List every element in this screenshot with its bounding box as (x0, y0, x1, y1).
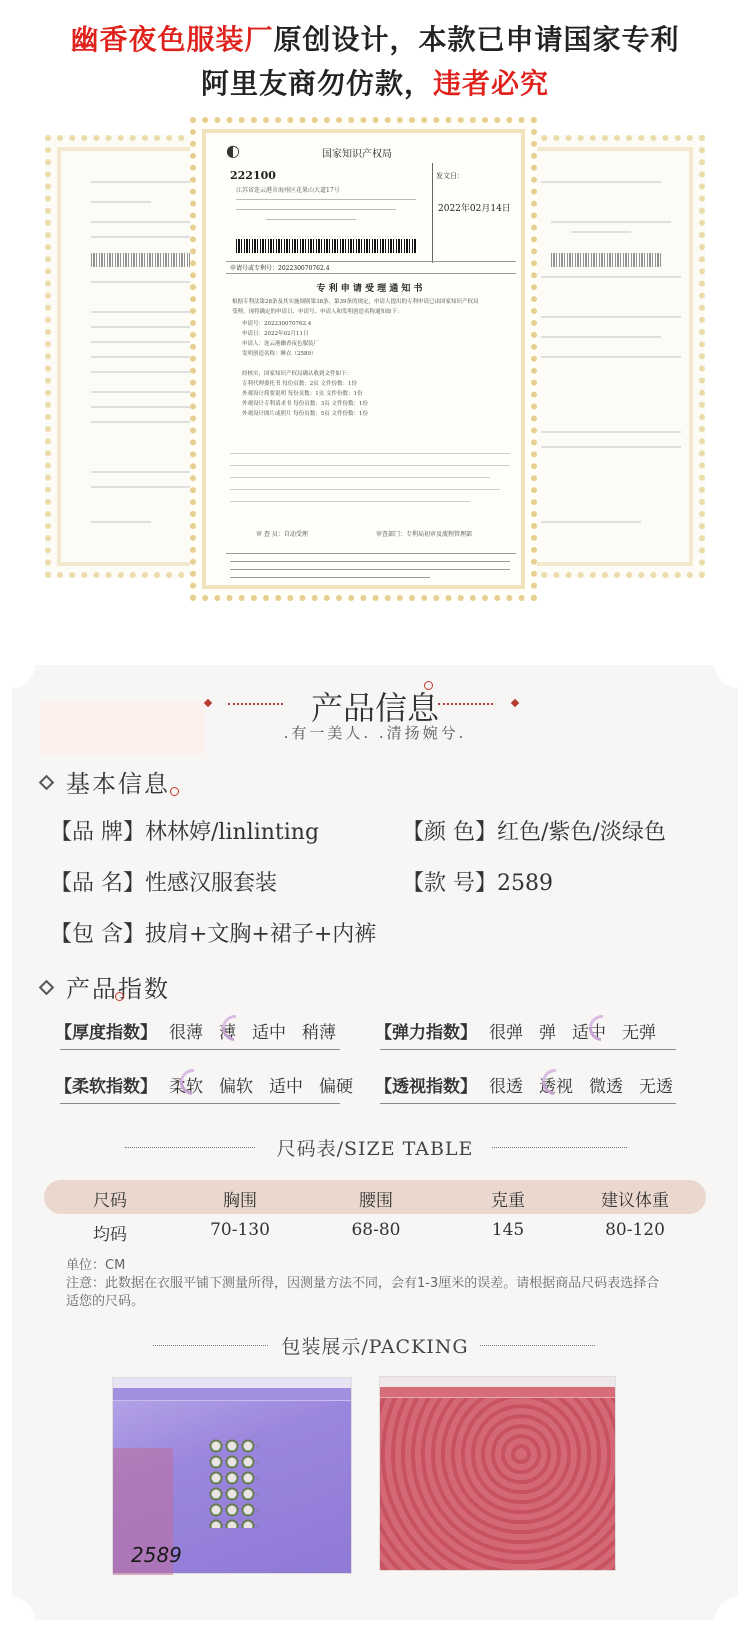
certificate-body-10: 外观设计图片或照片 每份页数：5页 文件份数：1份 (242, 411, 368, 417)
softness-option: 偏硬 (319, 1077, 353, 1097)
thickness-label: 【厚度指数】 (55, 1023, 157, 1043)
certificate-department: 审查部门：专利局初审及流程管理部 (376, 531, 473, 538)
notice-line-2 (0, 62, 750, 102)
size-table-cell: 68-80 (351, 1220, 401, 1240)
certificate-body-0: 根据专利法第28条及其实施细则第38条、第39条的规定，申请人提出的专利申请已由国家知识产权局 (232, 299, 479, 305)
bag-label: 2589 (131, 1543, 182, 1567)
elasticity-option: 适中 (572, 1023, 606, 1043)
warning-text: 违者必究 (433, 67, 550, 100)
brand-name: 幽香夜色服装厂 (70, 23, 274, 56)
style-row (402, 866, 553, 897)
name-label: 【品 名】 (50, 871, 145, 896)
style-label: 【款 号】 (402, 871, 497, 896)
brand-label: 【品 牌】 (50, 820, 145, 845)
elasticity-option: 无弹 (622, 1023, 656, 1043)
size-table-title: 尺码表/SIZE TABLE (276, 1138, 474, 1160)
certificate-date-label: 发文日： (436, 172, 464, 180)
softness-option: 偏软 (219, 1077, 253, 1097)
softness-index (55, 1072, 369, 1097)
basic-info-heading: 基本信息 (66, 770, 170, 798)
name-row (50, 866, 277, 897)
purple-package-image (112, 1377, 352, 1574)
transparency-option: 很透 (489, 1077, 523, 1097)
size-table-cell: 70-130 (210, 1220, 270, 1240)
size-table-cell: 145 (491, 1220, 525, 1240)
thickness-option: 薄 (219, 1023, 236, 1043)
certificate-authority: 国家知识产权局 (322, 149, 392, 160)
size-header-cell: 胸围 (223, 1191, 257, 1211)
brand-value: 林林婷/linlinting (145, 820, 320, 845)
style-value: 2589 (497, 871, 553, 896)
transparency-label: 【透视指数】 (375, 1077, 477, 1097)
flower-pattern (208, 1438, 258, 1528)
certificate-postal: 222100 (230, 169, 276, 182)
softness-option: 适中 (269, 1077, 303, 1097)
size-note: 注意：此数据在衣服平铺下测量所得，因测量方法不同，会有1-3厘米的误差。请根据商品尺码表选择合适您的尺码。 (66, 1276, 660, 1309)
size-table-cell: 80-120 (605, 1220, 665, 1240)
certificate-body-6: 经核实，国家知识产权局确认收到文件如下： (242, 371, 353, 377)
size-header-cell: 建议体重 (601, 1191, 669, 1211)
certificate-body-2: 申请号：202230070762.4 (242, 321, 312, 327)
product-info-subtitle: .有一美人. .清扬婉兮. (283, 724, 467, 742)
notice-line-2-text: 阿里友商勿仿款， (200, 67, 433, 100)
certificate-body-8: 外观设计简要说明 每份页数：1页 文件份数：1份 (242, 391, 363, 397)
product-info-title: 产品信息 (310, 689, 439, 727)
elasticity-option: 弹 (539, 1023, 556, 1043)
size-unit: 单位：CM (66, 1258, 126, 1273)
size-header-cell: 克重 (491, 1191, 525, 1211)
notice-line-1 (0, 18, 750, 58)
patent-logo-icon: ◐ (226, 141, 240, 160)
softness-option: 柔软 (169, 1077, 203, 1097)
include-value: 披肩+文胸+裙子+内裤 (145, 922, 377, 947)
include-label: 【包 含】 (50, 922, 145, 947)
size-header-cell: 尺码 (93, 1191, 127, 1211)
certificate-body-9: 外观设计专利请求书 每份页数：3页 文件份数：1份 (242, 401, 368, 407)
thickness-option: 适中 (252, 1023, 286, 1043)
certificate-date: 2022年02月14日 (438, 204, 511, 214)
transparency-option: 无透 (639, 1077, 673, 1097)
elasticity-index (375, 1018, 672, 1043)
thickness-index (55, 1018, 352, 1043)
transparency-option: 透视 (539, 1077, 573, 1097)
certificate-body-3: 申请日：2022年02月11日 (242, 331, 309, 337)
notice-line-1-text: 原创设计，本款已申请国家专利 (273, 23, 680, 56)
name-value: 性感汉服套装 (145, 871, 278, 896)
certificate-body-4: 申请人：连云港幽香夜色服装厂 (242, 341, 320, 347)
thickness-option: 很薄 (169, 1023, 203, 1043)
elasticity-option: 很弹 (489, 1023, 523, 1043)
size-header-cell: 腰围 (359, 1191, 393, 1211)
elasticity-label: 【弹力指数】 (375, 1023, 477, 1043)
certificate-application-no: 申请号或专利号：202230070762.4 (230, 265, 330, 272)
certificate-body-5: 发明创造名称：睡衣（2589） (242, 351, 317, 357)
color-row (402, 815, 666, 846)
certificate-body-7: 专利代理委托书 每份页数：2页 文件份数：1份 (242, 381, 357, 387)
transparency-index (375, 1072, 689, 1097)
certificate-notice-title: 专 利 申 请 受 理 通 知 书 (316, 284, 423, 294)
packing-title: 包装展示/PACKING (281, 1336, 469, 1358)
certificate-recipient: 江苏省连云港市海州区花果山大道17号 (236, 187, 340, 194)
brand-row (50, 815, 319, 846)
softness-label: 【柔软指数】 (55, 1077, 157, 1097)
transparency-option: 微透 (589, 1077, 623, 1097)
red-package-image (379, 1376, 616, 1571)
color-value: 红色/紫色/淡绿色 (497, 820, 666, 845)
patent-certificate (190, 117, 537, 601)
size-table-cell: 均码 (93, 1225, 127, 1245)
color-label: 【颜 色】 (402, 820, 497, 845)
certificate-body-1: 受理。现将确定的申请日、申请号、申请人和发明创造名称通知如下： (232, 309, 403, 315)
thickness-option: 稍薄 (302, 1023, 336, 1043)
index-heading: 产品指数 (66, 975, 170, 1003)
certificate-examiner: 审 查 员：自动受理 (256, 531, 308, 538)
include-row (50, 917, 376, 948)
